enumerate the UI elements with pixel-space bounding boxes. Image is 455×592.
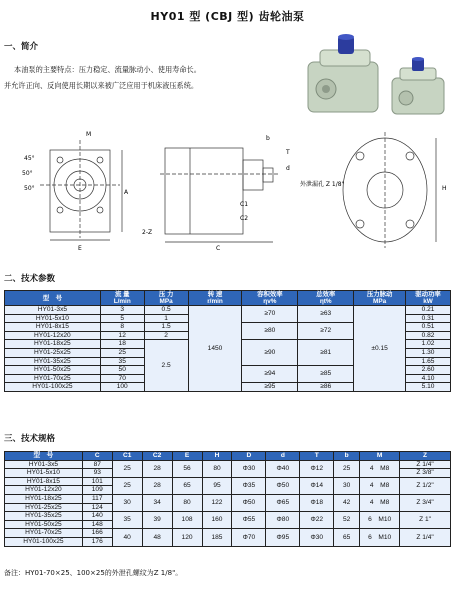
power-cell: 2.60 <box>406 366 451 375</box>
c-cell: 87 <box>82 460 112 469</box>
footnote: 备注：HY01-70×25、100×25的外泄孔螺纹为Z 1/8"。 <box>4 569 183 577</box>
intro-heading: 一、简介 <box>4 42 39 52</box>
specs-h-D: D <box>232 452 266 461</box>
h-cell: 160 <box>202 512 232 529</box>
power-cell: 1.02 <box>406 340 451 349</box>
c1-cell: 30 <box>112 494 142 511</box>
model-cell: HY01-25x25 <box>5 348 101 357</box>
c-cell: 176 <box>82 537 112 546</box>
label-h: H <box>442 185 447 192</box>
t-cell: Φ12 <box>300 460 334 477</box>
d-cell: Φ50 <box>266 477 300 494</box>
technical-drawing <box>0 120 455 255</box>
model-cell: HY01-70x25 <box>5 529 83 538</box>
z-cell: Z 1/4" <box>400 460 451 469</box>
specs-h-c: C <box>82 452 112 461</box>
params-heading: 二、技术参数 <box>4 274 56 284</box>
specs-h-c2: C2 <box>142 452 172 461</box>
D-cell: Φ30 <box>232 460 266 477</box>
label-d: d <box>286 165 290 172</box>
model-cell: HY01-8x15 <box>5 323 101 332</box>
power-cell: 0.51 <box>406 323 451 332</box>
params-header-row <box>5 291 451 306</box>
model-cell: HY01-50x25 <box>5 366 101 375</box>
m-cell: 4 M8 <box>360 460 400 477</box>
h-cell: 185 <box>202 529 232 546</box>
label-outlet: 外泄漏孔 Z 1/8" <box>300 181 345 188</box>
flow-cell: 100 <box>100 383 144 392</box>
params-table <box>4 290 451 392</box>
table-row <box>5 306 451 315</box>
c2-cell: 39 <box>142 512 172 529</box>
label-t: T <box>286 149 290 156</box>
pump-photo <box>290 34 455 122</box>
model-cell: HY01-5x10 <box>5 469 83 478</box>
pulse-cell: ±0.15 <box>354 306 406 392</box>
c-cell: 148 <box>82 520 112 529</box>
flow-cell: 3 <box>100 306 144 315</box>
e-cell: 80 <box>172 494 202 511</box>
e-cell: 65 <box>172 477 202 494</box>
table-row <box>5 494 451 503</box>
front-view <box>40 140 122 240</box>
toteff-cell: ≥85 <box>298 366 354 383</box>
model-cell: HY01-3x5 <box>5 306 101 315</box>
model-cell: HY01-100x25 <box>5 383 101 392</box>
e-cell: 56 <box>172 460 202 477</box>
c-cell: 140 <box>82 512 112 521</box>
model-cell: HY01-18x25 <box>5 494 83 503</box>
c-cell: 93 <box>82 469 112 478</box>
params-h-speed: 转 速 r/min <box>188 291 242 306</box>
t-cell: Φ18 <box>300 494 334 511</box>
c-cell: 124 <box>82 503 112 512</box>
z-cell: Z 1/2" <box>400 477 451 494</box>
flow-cell: 5 <box>100 314 144 323</box>
specs-h-m: M <box>360 452 400 461</box>
label-m: M <box>86 131 92 138</box>
c2-cell: 34 <box>142 494 172 511</box>
flow-cell: 18 <box>100 340 144 349</box>
pressure-cell: 2.5 <box>144 340 188 392</box>
table-row <box>5 477 451 486</box>
params-h-toteff: 总效率 ηt% <box>298 291 354 306</box>
specs-h-model: 型 号 <box>5 452 83 461</box>
model-cell: HY01-5x10 <box>5 314 101 323</box>
params-h-pressure: 压 力 MPa <box>144 291 188 306</box>
flow-cell: 35 <box>100 357 144 366</box>
pressure-cell: 1 <box>144 314 188 323</box>
power-cell: 0.31 <box>406 314 451 323</box>
d-cell: Φ95 <box>266 529 300 546</box>
z-cell: Z 3/8" <box>400 469 451 478</box>
pressure-cell: 0.5 <box>144 306 188 315</box>
d-cell: Φ40 <box>266 460 300 477</box>
specs-header-row <box>5 452 451 461</box>
power-cell: 1.30 <box>406 348 451 357</box>
intro-line-2: 并允许正向、反向使用长期以来被广泛应用于机床液压系统。 <box>4 81 199 90</box>
page-title: HY01 型 (CBJ 型) 齿轮油泵 <box>150 10 305 23</box>
h-cell: 122 <box>202 494 232 511</box>
h-cell: 95 <box>202 477 232 494</box>
power-cell: 0.82 <box>406 331 451 340</box>
label-50a: 50° <box>22 170 33 177</box>
toteff-cell: ≥63 <box>298 306 354 323</box>
table-row <box>5 512 451 521</box>
b-cell: 25 <box>334 460 360 477</box>
b-cell: 52 <box>334 512 360 529</box>
model-cell: HY01-18x25 <box>5 340 101 349</box>
m-cell: 4 M8 <box>360 477 400 494</box>
table-row <box>5 460 451 469</box>
d-cell: Φ80 <box>266 512 300 529</box>
label-45: 45° <box>24 155 35 162</box>
pump-large <box>308 34 378 112</box>
voleff-cell: ≥90 <box>242 340 298 366</box>
toteff-cell: ≥81 <box>298 340 354 366</box>
D-cell: Φ70 <box>232 529 266 546</box>
rear-view <box>343 132 436 248</box>
c2-cell: 28 <box>142 460 172 477</box>
c1-cell: 40 <box>112 529 142 546</box>
m-cell: 4 M8 <box>360 494 400 511</box>
model-cell: HY01-35x25 <box>5 512 83 521</box>
label-a: A <box>124 189 129 196</box>
D-cell: Φ35 <box>232 477 266 494</box>
label-c: C <box>216 245 221 252</box>
power-cell: 1.65 <box>406 357 451 366</box>
voleff-cell: ≥70 <box>242 306 298 323</box>
specs-heading: 三、技术规格 <box>4 434 56 444</box>
model-cell: HY01-25x25 <box>5 503 83 512</box>
h-cell: 80 <box>202 460 232 477</box>
flow-cell: 25 <box>100 348 144 357</box>
t-cell: Φ30 <box>300 529 334 546</box>
d-cell: Φ65 <box>266 494 300 511</box>
c1-cell: 25 <box>112 460 142 477</box>
c2-cell: 48 <box>142 529 172 546</box>
pump-small <box>392 57 444 114</box>
model-cell: HY01-3x5 <box>5 460 83 469</box>
flow-cell: 12 <box>100 331 144 340</box>
model-cell: HY01-12x20 <box>5 486 83 495</box>
specs-h-b: b <box>334 452 360 461</box>
model-cell: HY01-12x20 <box>5 331 101 340</box>
t-cell: Φ22 <box>300 512 334 529</box>
c-cell: 109 <box>82 486 112 495</box>
specs-h-d: d <box>266 452 300 461</box>
t-cell: Φ14 <box>300 477 334 494</box>
params-h-model: 型 号 <box>5 291 101 306</box>
side-view <box>160 148 280 242</box>
c1-cell: 25 <box>112 477 142 494</box>
specs-h-t: T <box>300 452 334 461</box>
e-cell: 108 <box>172 512 202 529</box>
c2-cell: 28 <box>142 477 172 494</box>
z-cell: Z 1" <box>400 512 451 529</box>
specs-h-z: Z <box>400 452 451 461</box>
flow-cell: 50 <box>100 366 144 375</box>
voleff-cell: ≥94 <box>242 366 298 383</box>
speed-cell: 1450 <box>188 306 242 392</box>
label-c1: C1 <box>240 201 249 208</box>
toteff-cell: ≥72 <box>298 323 354 340</box>
params-h-voleff: 容积效率 ηv% <box>242 291 298 306</box>
flow-cell: 70 <box>100 374 144 383</box>
pressure-cell: 1.5 <box>144 323 188 332</box>
power-cell: 4.10 <box>406 374 451 383</box>
b-cell: 30 <box>334 477 360 494</box>
D-cell: Φ55 <box>232 512 266 529</box>
model-cell: HY01-70x25 <box>5 374 101 383</box>
label-b: b <box>266 135 270 142</box>
b-cell: 65 <box>334 529 360 546</box>
m-cell: 6 M10 <box>360 512 400 529</box>
specs-table <box>4 451 451 547</box>
label-c2: C2 <box>240 215 249 222</box>
intro-line-1: 本油泵的主要特点：压力稳定、流量脉动小、使用寿命长。 <box>14 65 201 74</box>
c-cell: 166 <box>82 529 112 538</box>
D-cell: Φ50 <box>232 494 266 511</box>
toteff-cell: ≥86 <box>298 383 354 392</box>
specs-h-h: H <box>202 452 232 461</box>
z-cell: Z 3/4" <box>400 494 451 511</box>
model-cell: HY01-50x25 <box>5 520 83 529</box>
power-cell: 5.10 <box>406 383 451 392</box>
flow-cell: 8 <box>100 323 144 332</box>
label-2z: 2-Z <box>142 229 153 236</box>
specs-h-c1: C1 <box>112 452 142 461</box>
label-50b: 50° <box>24 185 35 192</box>
pressure-cell: 2 <box>144 331 188 340</box>
params-h-pulse: 压力脉动 MPa <box>354 291 406 306</box>
specs-h-e: E <box>172 452 202 461</box>
e-cell: 120 <box>172 529 202 546</box>
voleff-cell: ≥95 <box>242 383 298 392</box>
m-cell: 6 M10 <box>360 529 400 546</box>
model-cell: HY01-8x15 <box>5 477 83 486</box>
model-cell: HY01-100x25 <box>5 537 83 546</box>
model-cell: HY01-35x25 <box>5 357 101 366</box>
b-cell: 42 <box>334 494 360 511</box>
z-cell: Z 1/4" <box>400 529 451 546</box>
power-cell: 0.21 <box>406 306 451 315</box>
c1-cell: 35 <box>112 512 142 529</box>
table-row <box>5 529 451 538</box>
c-cell: 117 <box>82 494 112 503</box>
label-e: E <box>78 245 82 252</box>
c-cell: 101 <box>82 477 112 486</box>
params-h-power: 驱动功率 kW <box>406 291 451 306</box>
params-h-flow: 流 量 L/min <box>100 291 144 306</box>
voleff-cell: ≥80 <box>242 323 298 340</box>
